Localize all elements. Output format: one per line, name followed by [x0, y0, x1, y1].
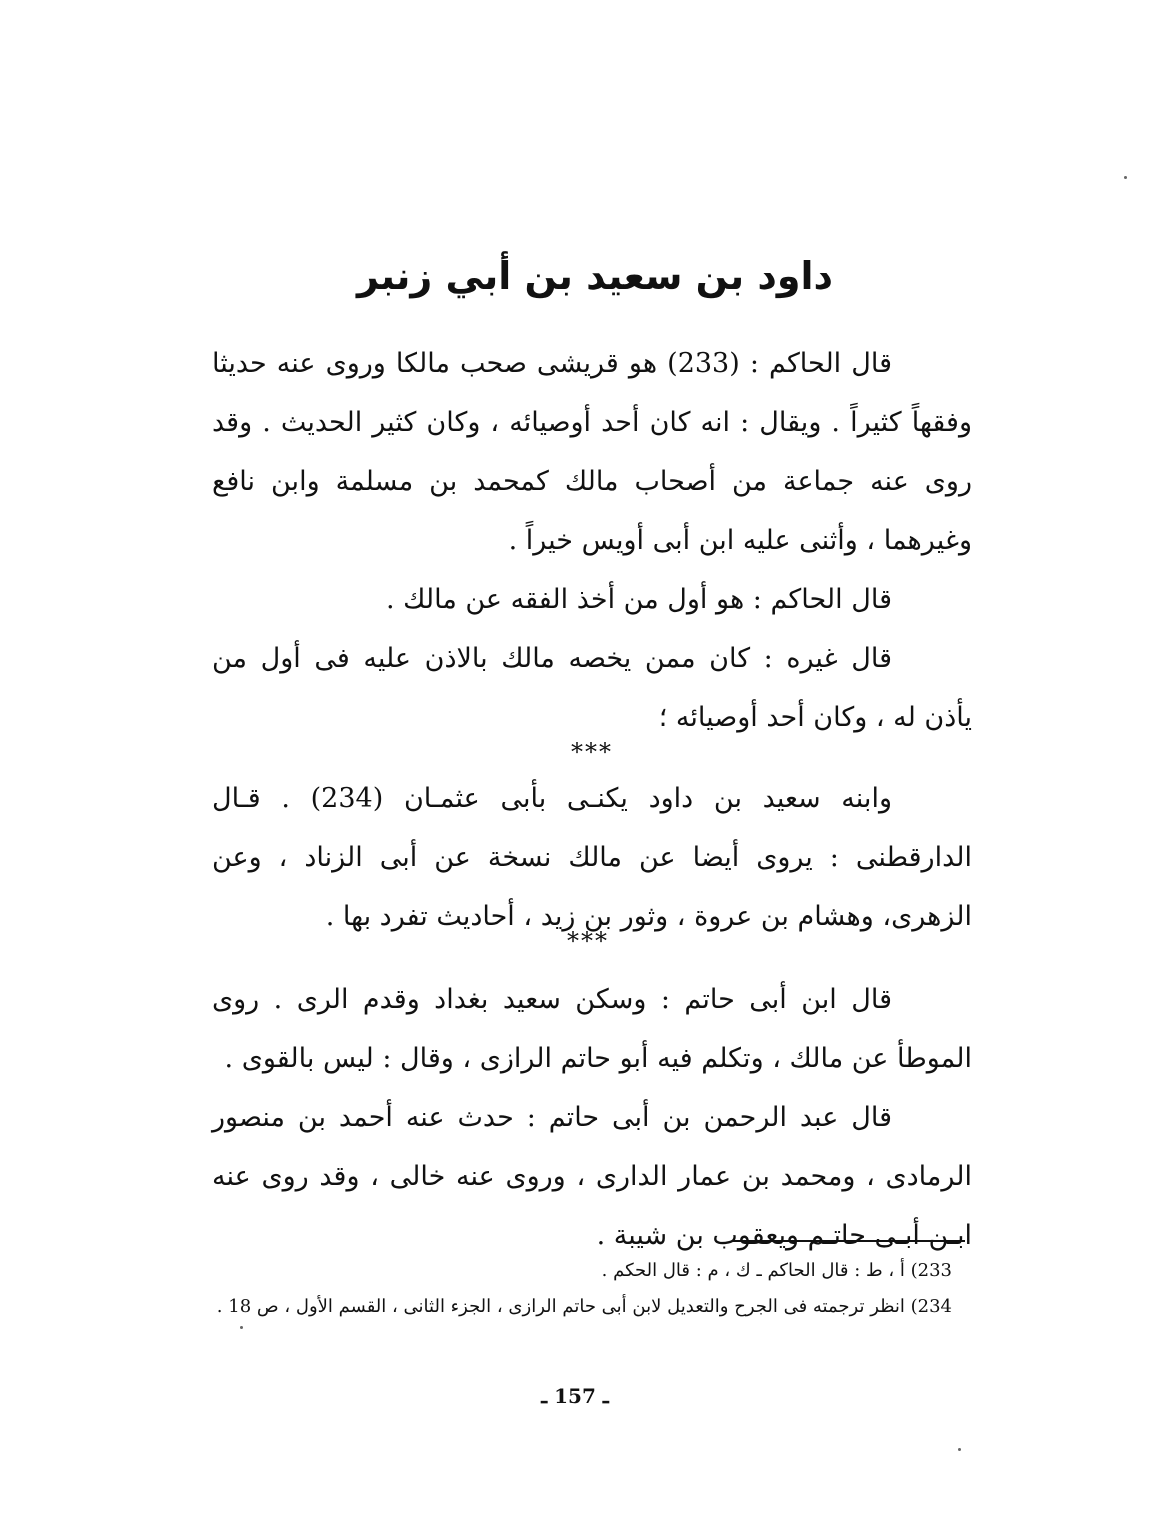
page-number: ـ 157 ـ [541, 1384, 609, 1408]
paragraph-4: وابنه سعيد بن داود يكنـى بأبى عثمـان (234) . قـال الدارقطنى : يروى أيضا عن مالك نسخة عن أبى الزناد ، وعن الزهرى، وهشام بن عروة ، وثور بن زيد ، أحاديث تفرد بها . [212, 783, 972, 932]
footnote-233: 233) أ ، ط : قال الحاكم ـ ك ، م : قال الحكم . [601, 1260, 952, 1281]
paragraph-6: قال عبد الرحمن بن أبى حاتم : حدث عنه أحمد بن منصور الرمادى ، ومحمد بن عمار الدارى ، وروى عنه خالى ، وقد روى عنه ابـن أبـى حاتـم ويعقوب بن شيبة . [212, 1102, 972, 1251]
scan-speck [1124, 176, 1127, 179]
page-title: داود بن سعيد بن أبي زنبر [356, 254, 834, 298]
paragraph-1: قال الحاكم : (233) هو قريشى صحب مالكا وروى عنه حديثا وفقهاً كثيراً . ويقال : انه كان أحد أوصيائه ، وكان كثير الحديث . وقد روى عنه جماعة من أصحاب مالك كمحمد بن مسلمة وابن نافع وغيرهما ، وأثنى عليه ابن أبى أويس خيراً . [212, 348, 972, 556]
footnote-divider [733, 1240, 965, 1242]
scan-speck [240, 1326, 243, 1329]
body-text [212, 334, 972, 1265]
paragraph-2: قال الحاكم : هو أول من أخذ الفقه عن مالك . [385, 584, 892, 615]
section-separator: *** [567, 927, 609, 955]
scan-speck [958, 1448, 961, 1451]
paragraph-5: قال ابن أبى حاتم : وسكن سعيد بغداد وقدم الرى . روى الموطأ عن مالك ، وتكلم فيه أبو حاتم الرازى ، وقال : ليس بالقوى . [212, 984, 972, 1074]
section-separator: *** [571, 738, 613, 766]
paragraph-3: قال غيره : كان ممن يخصه مالك بالاذن عليه فى أول من يأذن له ، وكان أحد أوصيائه ؛ [212, 643, 972, 733]
footnote-234: 234) انظر ترجمته فى الجرح والتعديل لابن أبى حاتم الرازى ، الجزء الثانى ، القسم الأول ، ص 18 . [216, 1296, 952, 1317]
footnotes [212, 1254, 972, 1326]
